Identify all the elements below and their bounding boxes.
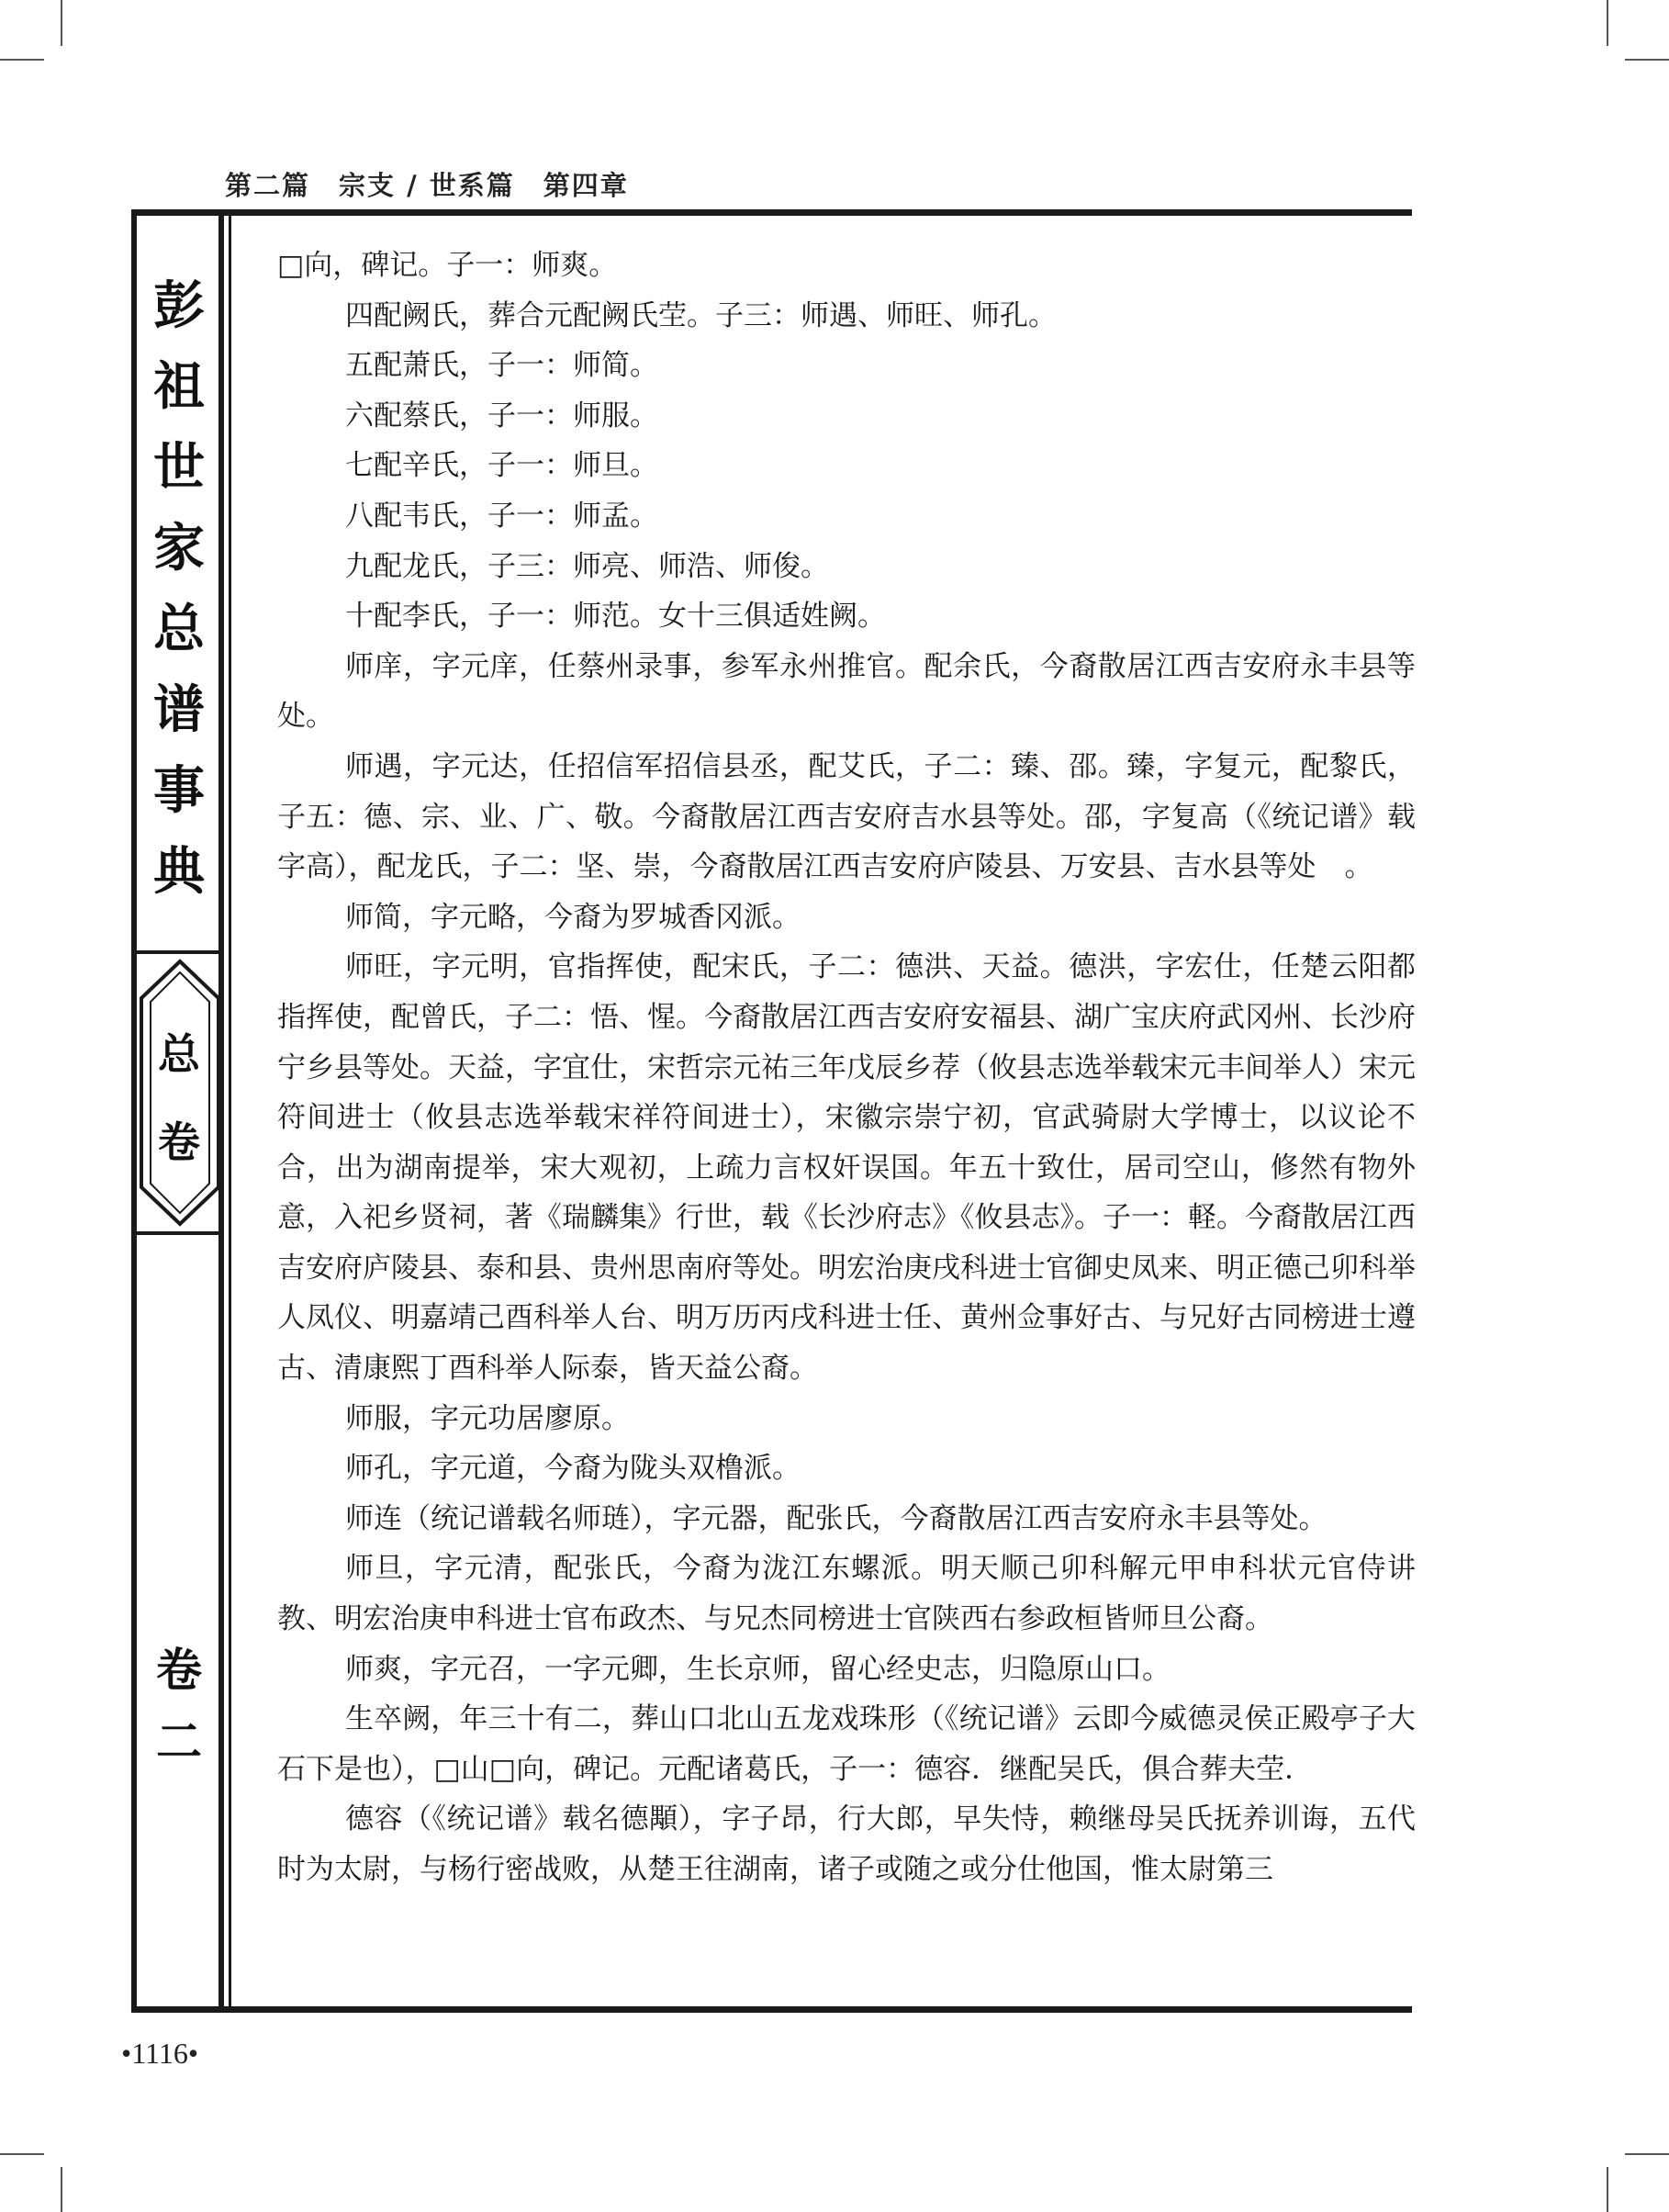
paragraph: 师庠，字元庠，任蔡州录事，参军永州推官。配余氏，今裔散居江西吉安府永丰县等处。: [277, 649, 1416, 734]
crop-mark: [61, 0, 62, 46]
text-frame-line: [229, 209, 231, 2013]
paragraph: 师连（统记谱载名师琏），字元器，配张氏，今裔散居江西吉安府永丰县等处。: [345, 1501, 1327, 1535]
crop-mark: [1625, 2153, 1669, 2155]
paragraph: 七配辛氏，子一：师旦。: [345, 449, 658, 483]
crop-mark: [0, 2153, 44, 2155]
paragraph: 六配蔡氏，子一：师服。: [345, 399, 658, 432]
juan-label: 卷 二: [156, 1644, 202, 1768]
paragraph: 师孔，字元道，今裔为陇头双橹派。: [345, 1452, 801, 1486]
page-number: •1116•: [121, 2037, 199, 2070]
crop-mark: [1607, 0, 1608, 46]
paragraph: 八配韦氏，子一：师孟。: [345, 499, 658, 533]
book-title: 彭 祖 世 家 总 谱 事 典: [153, 276, 205, 902]
paragraph: 十配李氏，子一：师范。女十三俱适姓阙。: [345, 600, 886, 634]
paragraph: 四配阙氏，葬合元配阙氏茔。子三：师遇、师旺、师孔。: [345, 298, 1057, 332]
bottom-rule: [131, 2006, 1412, 2013]
paragraph: 五配萧氏，子一：师简。: [345, 349, 658, 383]
paragraph: 师爽，字元召，一字元卿，生长京师，留心经史志，归隐原山口。: [345, 1652, 1171, 1686]
paragraph: 师遇，字元达，任招信军招信县丞，配艾氏，子二：臻、邵。臻，字复元，配黎氏，子五：德、宗、业、广、敬。今裔散居江西吉安府吉水县等处。邵，字复高（《统记谱》载字高），配龙氏，子二：坚、崇，今裔散居江西吉安府庐陵县、万安县、吉水县等处 。: [277, 749, 1416, 884]
body-text: [277, 241, 1416, 1895]
paragraph: 师服，字元功居廖原。: [345, 1401, 630, 1435]
crop-mark: [0, 59, 44, 61]
paragraph: 师旺，字元明，官指挥使，配宋氏，子二：德洪、天益。德洪，字宏仕，任楚云阳都指挥使，配曾氏，子二：悟、惺。今裔散居江西吉安府安福县、湖广宝庆府武冈州、长沙府宁乡县等处。天益，字宜仕，宋哲宗元祐三年戊辰乡荐（攸县志选举载宋元丰间举人）宋元符间进士（攸县志选举载宋祥符间进士），宋徽宗崇宁初，官武骑尉大学博士，以议论不合，出为湖南提举，宋大观初，上疏力言权奸误国。年五十致仕，居司空山，修然有物外意，入祀乡贤祠，著《瑞麟集》行世，载《长沙府志》《攸县志》。子一：軽。今裔散居江西吉安府庐陵县、泰和县、贵州思南府等处。明宏治庚戌科进士官御史凤来、明正德己卯科举人凤仪、明嘉靖己酉科举人台、明万历丙戌科进士任、黄州佥事好古、与兄好古同榜进士遵古、清康熙丁酉科举人际泰，皆天益公裔。: [277, 950, 1416, 1386]
paragraph: 生卒阙，年三十有二，葬山口北山五龙戏珠形（《统记谱》云即今威德灵侯正殿亭子大石下是也），□山□向，碑记。元配诸葛氏，子一：德容．继配吴氏，俱合葬夫茔．: [277, 1702, 1416, 1786]
volume-label: 总 卷: [158, 1029, 200, 1167]
paragraph: 德容（《统记谱》载名德顒），字子昂，行大郎，早失恃，赖继母吴氏抚养训诲，五代时为太尉，与杨行密战败，从楚王往湖南，诸子或随之或分仕他国，惟太尉第三: [277, 1802, 1416, 1886]
crop-mark: [1607, 2167, 1608, 2212]
paragraph: 九配龙氏，子三：师亮、师浩、师俊。: [345, 549, 829, 583]
crop-mark: [1625, 59, 1669, 61]
paragraph: 师旦，字元清，配张氏，今裔为泷江东螺派。明天顺己卯科解元甲申科状元官侍讲教、明宏治庚申科进士官布政杰、与兄杰同榜进士官陕西右参政桓皆师旦公裔。: [277, 1552, 1416, 1636]
running-header: 第二篇 宗支 / 世系篇 第四章: [225, 170, 629, 201]
paragraph: □向，碑记。子一：师爽。: [277, 249, 618, 282]
top-rule: [131, 209, 1412, 216]
paragraph: 师简，字元略，今裔为罗城香冈派。: [345, 900, 801, 934]
crop-mark: [61, 2167, 62, 2212]
